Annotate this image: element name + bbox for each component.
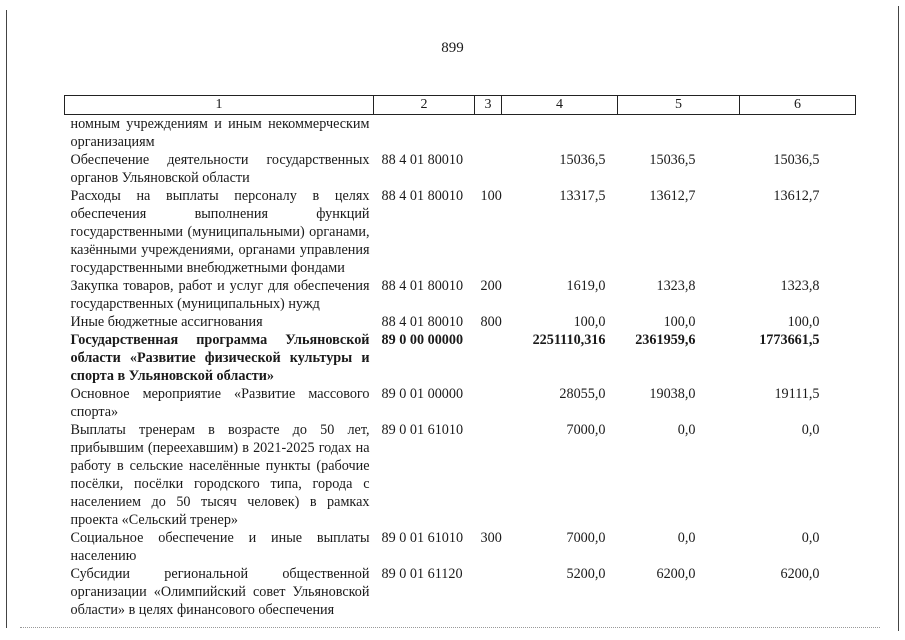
column-header: 2 [374, 96, 475, 115]
row-value-col5: 100,0 [663, 314, 696, 330]
row-target-code [374, 115, 475, 152]
row-name: Расходы на выплаты персоналу в целях обеспечения выполнения функций государственными (муниципальными) органами, казёнными учреждениями, органами управления государственными внебюджетными фондами [70, 188, 370, 276]
row-expense-type: 800 [480, 314, 502, 330]
column-header: 5 [618, 96, 740, 115]
row-value-col6: 1323,8 [780, 278, 820, 294]
row-name: Закупка товаров, работ и услуг для обеспечения государственных (муниципальных) нужд [70, 278, 370, 312]
row-value-col6: 19111,5 [774, 386, 820, 402]
table-row [65, 115, 856, 152]
row-value-col5: 0,0 [677, 530, 696, 546]
row-value-col4: 13317,5 [559, 188, 606, 204]
table-row [65, 565, 856, 619]
row-value-col4 [502, 115, 618, 152]
page-border-right [898, 6, 899, 631]
row-value-col6: 1773661,5 [759, 332, 820, 348]
table-header-row [65, 96, 856, 115]
column-header: 1 [65, 96, 374, 115]
row-target-code: 88 4 01 80010 [381, 188, 464, 204]
row-value-col5: 0,0 [677, 422, 696, 438]
row-value-col4: 7000,0 [566, 422, 606, 438]
row-expense-type [475, 565, 502, 619]
table-row [65, 313, 856, 331]
row-target-code: 89 0 00 00000 [381, 332, 464, 348]
row-target-code: 88 4 01 80010 [381, 152, 464, 168]
row-value-col4: 1619,0 [566, 278, 606, 294]
row-name: номным учреждениям и иным некоммерческим организациям [70, 116, 370, 150]
row-value-col4: 7000,0 [566, 530, 606, 546]
row-target-code: 89 0 01 61010 [381, 530, 464, 546]
table-row [65, 385, 856, 421]
row-value-col5: 1323,8 [656, 278, 696, 294]
row-target-code: 89 0 01 61010 [381, 422, 464, 438]
row-name: Государственная программа Ульяновской области «Развитие физической культуры и спорта в Ульяновской области» [70, 332, 370, 384]
row-value-col5: 13612,7 [649, 188, 696, 204]
table-row [65, 151, 856, 187]
row-value-col6 [740, 115, 856, 152]
page-border-left [6, 10, 7, 628]
row-value-col4: 15036,5 [559, 152, 606, 168]
row-value-col5: 6200,0 [656, 566, 696, 582]
table-row [65, 421, 856, 529]
row-name: Основное мероприятие «Развитие массового спорта» [70, 386, 370, 420]
row-expense-type [475, 421, 502, 529]
row-value-col6: 15036,5 [773, 152, 820, 168]
table-row-program [65, 331, 856, 385]
row-expense-type: 300 [480, 530, 502, 546]
row-value-col5 [618, 115, 740, 152]
row-name: Выплаты тренерам в возрасте до 50 лет, прибывшим (переехавшим) в 2021-2025 годах на работу в сельские населённые пункты (рабочие посёлки, посёлки городского типа, города с населением до 50 тысяч человек) в рамках проекта «Сельский тренер» [70, 422, 370, 528]
row-name: Обеспечение деятельности государственных органов Ульяновской области [70, 152, 370, 186]
row-value-col4: 2251110,316 [532, 332, 606, 348]
row-target-code: 89 0 01 61120 [381, 566, 463, 582]
row-name: Социальное обеспечение и иные выплаты населению [70, 530, 370, 564]
row-value-col6: 6200,0 [780, 566, 820, 582]
row-name: Субсидии региональной общественной организации «Олимпийский совет Ульяновской области» в целях финансового обеспечения [70, 566, 370, 618]
column-header: 4 [502, 96, 618, 115]
row-value-col5: 15036,5 [649, 152, 696, 168]
row-expense-type [475, 151, 502, 187]
row-value-col6: 13612,7 [773, 188, 820, 204]
row-target-code: 89 0 01 00000 [381, 386, 464, 402]
row-value-col4: 5200,0 [566, 566, 606, 582]
row-target-code: 88 4 01 80010 [381, 314, 464, 330]
row-value-col4: 100,0 [573, 314, 606, 330]
row-value-col5: 19038,0 [649, 386, 696, 402]
row-value-col6: 100,0 [787, 314, 820, 330]
table-row [65, 529, 856, 565]
row-value-col4: 28055,0 [559, 386, 606, 402]
row-expense-type [475, 115, 502, 152]
row-value-col6: 0,0 [801, 422, 820, 438]
table-row [65, 277, 856, 313]
row-expense-type: 100 [480, 188, 502, 204]
budget-table [64, 95, 856, 619]
table-row [65, 187, 856, 277]
row-value-col5: 2361959,6 [635, 332, 696, 348]
row-expense-type [475, 385, 502, 421]
page-number: 899 [441, 40, 464, 56]
row-expense-type [475, 331, 502, 385]
row-target-code: 88 4 01 80010 [381, 278, 464, 294]
row-value-col6: 0,0 [801, 530, 820, 546]
column-header: 3 [475, 96, 502, 115]
row-expense-type: 200 [480, 278, 502, 294]
column-header: 6 [740, 96, 856, 115]
row-name: Иные бюджетные ассигнования [70, 314, 263, 330]
page-border-bottom [20, 627, 880, 628]
